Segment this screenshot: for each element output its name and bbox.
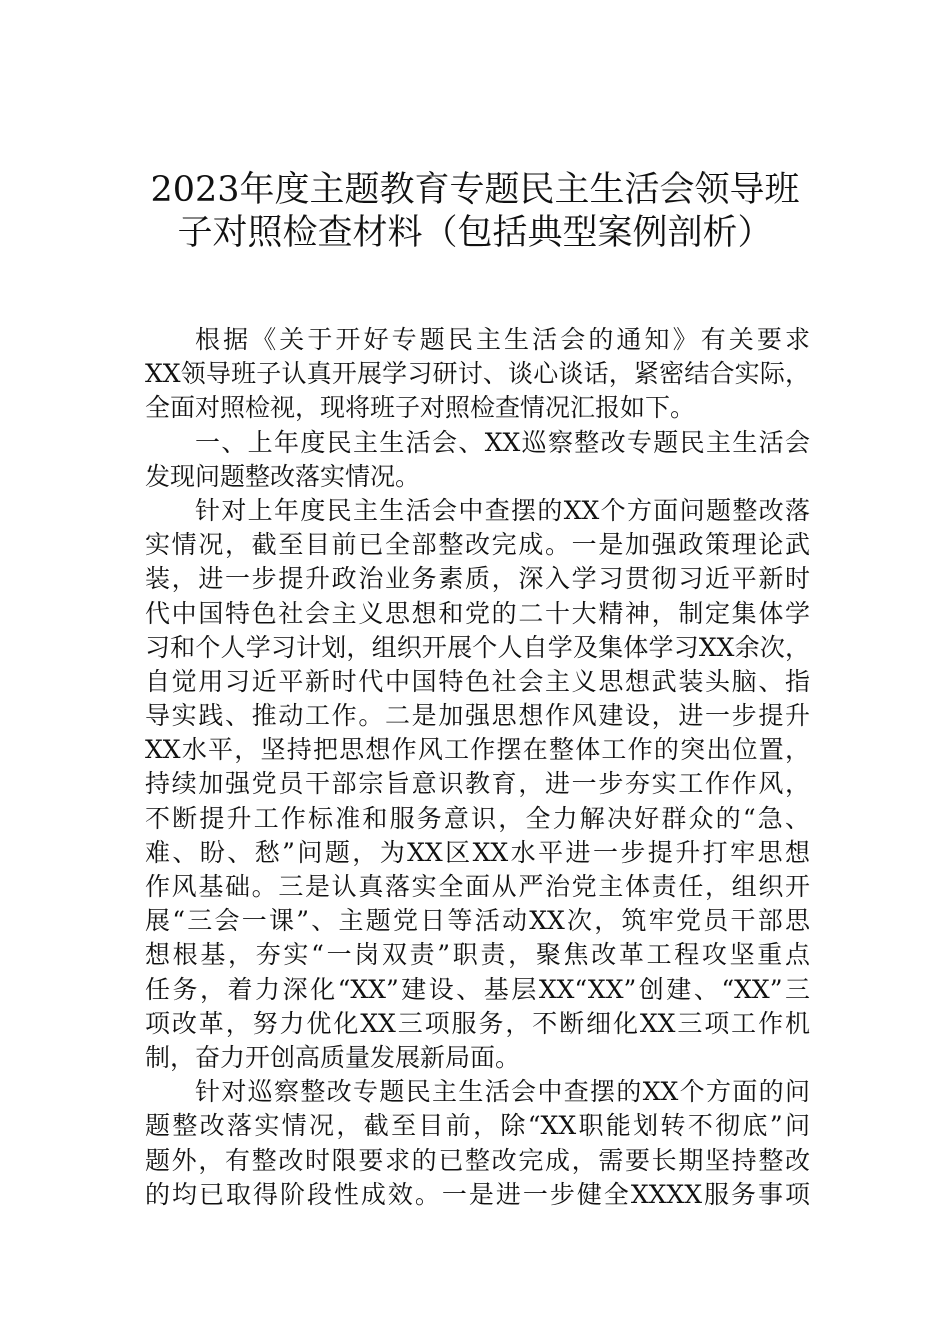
body-line: 根据《关于开好专题民主生活会的通知》有关要求 — [195, 325, 810, 354]
body-line: 展“三会一课”、主题党日等活动XX次，筑牢党员干部思 — [145, 906, 810, 936]
document-title-line-1: 2023年度主题教育专题民主生活会领导班 — [150, 170, 800, 210]
body-line: 针对上年度民主生活会中查摆的XX个方面问题整改落 — [195, 495, 810, 525]
body-line: 实情况，截至目前已全部整改完成。一是加强政策理论武 — [145, 530, 810, 560]
body-line: 自觉用习近平新时代中国特色社会主义思想武装头脑、指 — [145, 666, 810, 696]
body-line: 想根基，夯实“一岗双责”职责，聚焦改革工程攻坚重点 — [145, 940, 810, 970]
body-line: 项改革，努力优化XX三项服务，不断细化XX三项工作机 — [145, 1008, 810, 1038]
body-line: 针对巡察整改专题民主生活会中查摆的XX个方面的问 — [195, 1077, 810, 1107]
body-line: 全面对照检视，现将班子对照检查情况汇报如下。 — [145, 393, 696, 423]
body-line: 不断提升工作标准和服务意识，全力解决好群众的“急、 — [145, 803, 810, 833]
body-line: 代中国特色社会主义思想和党的二十大精神，制定集体学 — [145, 598, 810, 628]
body-line: 持续加强党员干部宗旨意识教育，进一步夯实工作作风， — [145, 769, 810, 799]
body-line: 难、盼、愁”问题，为XX区XX水平进一步提升打牢思想 — [145, 837, 810, 867]
document-title-line-2: 子对照检查材料（包括典型案例剖析） — [177, 213, 773, 253]
body-line: 作风基础。三是认真落实全面从严治党主体责任，组织开 — [145, 872, 810, 901]
body-line: 的均已取得阶段性成效。一是进一步健全XXXX服务事项 — [145, 1179, 810, 1209]
body-line: 制，奋力开创高质量发展新局面。 — [145, 1042, 521, 1072]
body-line: XX领导班子认真开展学习研讨、谈心谈话，紧密结合实际， — [145, 359, 810, 389]
body-line: 装，进一步提升政治业务素质，深入学习贯彻习近平新时 — [145, 564, 810, 594]
body-line: 导实践、推动工作。二是加强思想作风建设，进一步提升 — [145, 701, 810, 731]
section-heading-line: 发现问题整改落实情况。 — [145, 461, 421, 491]
body-line: 任务，着力深化“XX”建设、基层XX“XX”创建、“XX”三 — [145, 974, 810, 1004]
body-line: 题外，有整改时限要求的已整改完成，需要长期坚持整改 — [145, 1145, 810, 1175]
document-body — [145, 323, 810, 1212]
section-heading-line: 一、上年度民主生活会、XX巡察整改专题民主生活会 — [195, 427, 810, 457]
body-line: XX水平，坚持把思想作风工作摆在整体工作的突出位置， — [145, 735, 810, 765]
body-line: 习和个人学习计划，组织开展个人自学及集体学习XX余次， — [145, 632, 810, 662]
body-line: 题整改落实情况，截至目前，除“XX职能划转不彻底”问 — [145, 1111, 810, 1141]
